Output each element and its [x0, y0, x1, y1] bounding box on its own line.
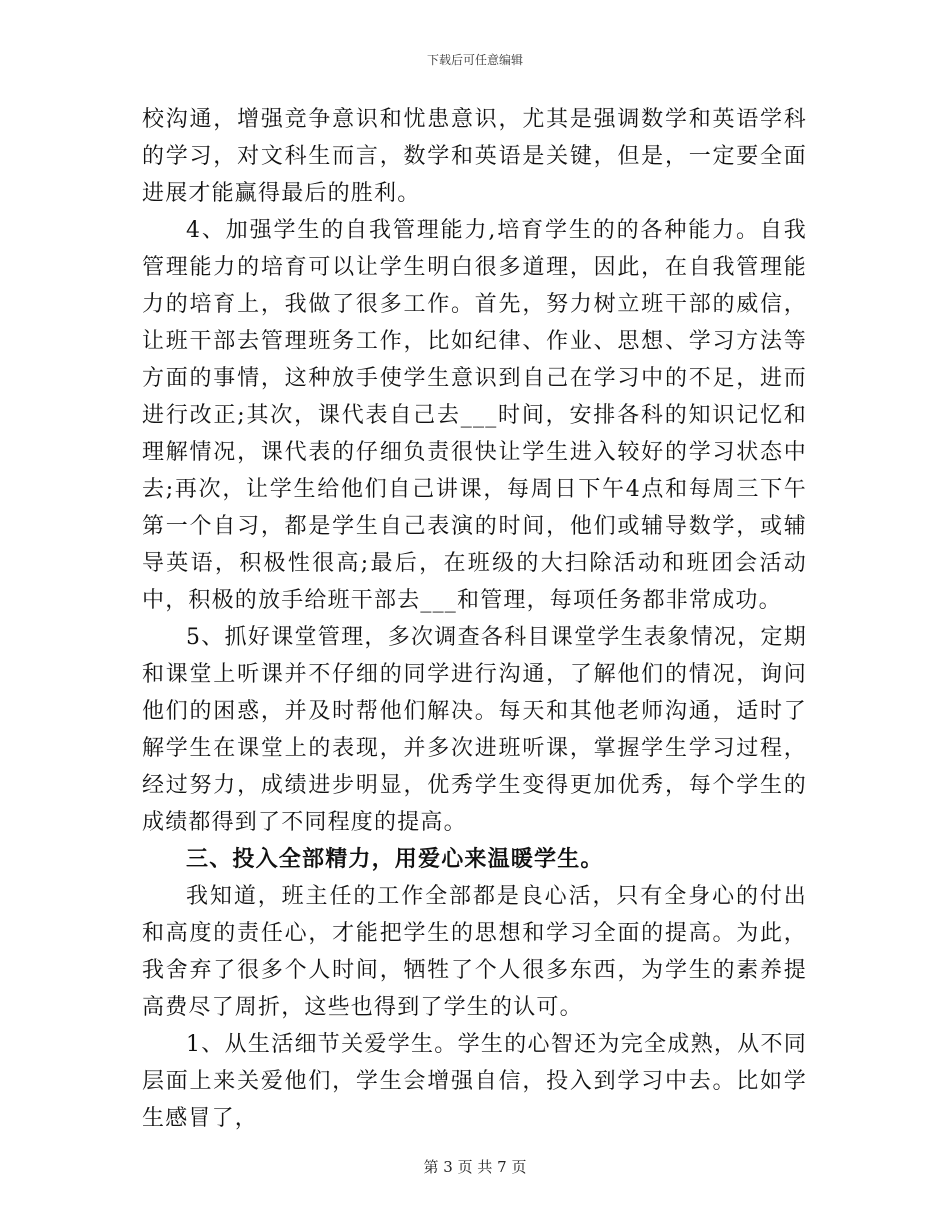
- paragraph-continuation: 校沟通，增强竞争意识和忧患意识，尤其是强调数学和英语学科的学习，对文科生而言，数学和英语是关键，但是，一定要全面进展才能赢得最后的胜利。: [142, 107, 807, 206]
- paragraph-item-4: 4、加强学生的自我管理能力,培育学生的的各种能力。自我管理能力的培育可以让学生明白很多道理，因此，在自我管理能力的培育上，我做了很多工作。首先，努力树立班干部的威信，让班干部去管理班务工作，比如纪律、作业、思想、学习方法等方面的事情，这种放手使学生意识到自己在学习中的不足，进而进行改正;其次，课代表自己去___时间，安排各科的知识记忆和理解情况，课代表的仔细负责很快让学生进入较好的学习状态中去;再次，让学生给他们自己讲课，每周日下午4点和每周三下午第一个自习，都是学生自己表演的时间，他们或辅导数学，或辅导英语，积极性很高;最后，在班级的大扫除活动和班团会活动中，积极的放手给班干部去___和管理，每项任务都非常成功。: [142, 218, 807, 613]
- document-body: [142, 101, 807, 1137]
- paragraph-item-1: 1、从生活细节关爱学生。学生的心智还为完全成熟，从不同层面上来关爱他们，学生会增强自信，投入到学习中去。比如学生感冒了，: [142, 1032, 807, 1131]
- section-heading: 三、投入全部精力，用爱心来温暖学生。: [186, 846, 604, 872]
- page-header: 下载后可任意编辑: [426, 53, 523, 67]
- paragraph-intro: 我知道，班主任的工作全部都是良心活，只有全身心的付出和高度的责任心，才能把学生的思想和学习全面的提高。为此，我舍弃了很多个人时间，牺牲了个人很多东西，为学生的素养提高费尽了周折，这些也得到了学生的认可。: [142, 884, 807, 1020]
- paragraph-item-5: 5、抓好课堂管理，多次调查各科目课堂学生表象情况，定期和课堂上听课并不仔细的同学进行沟通，了解他们的情况，询问他们的困惑，并及时帮他们解决。每天和其他老师沟通，适时了解学生在课堂上的表现，并多次进班听课，掌握学生学习过程，经过努力，成绩进步明显，优秀学生变得更加优秀，每个学生的成绩都得到了不同程度的提高。: [142, 625, 807, 835]
- page-number: 第 3 页 共 7 页: [423, 1158, 527, 1176]
